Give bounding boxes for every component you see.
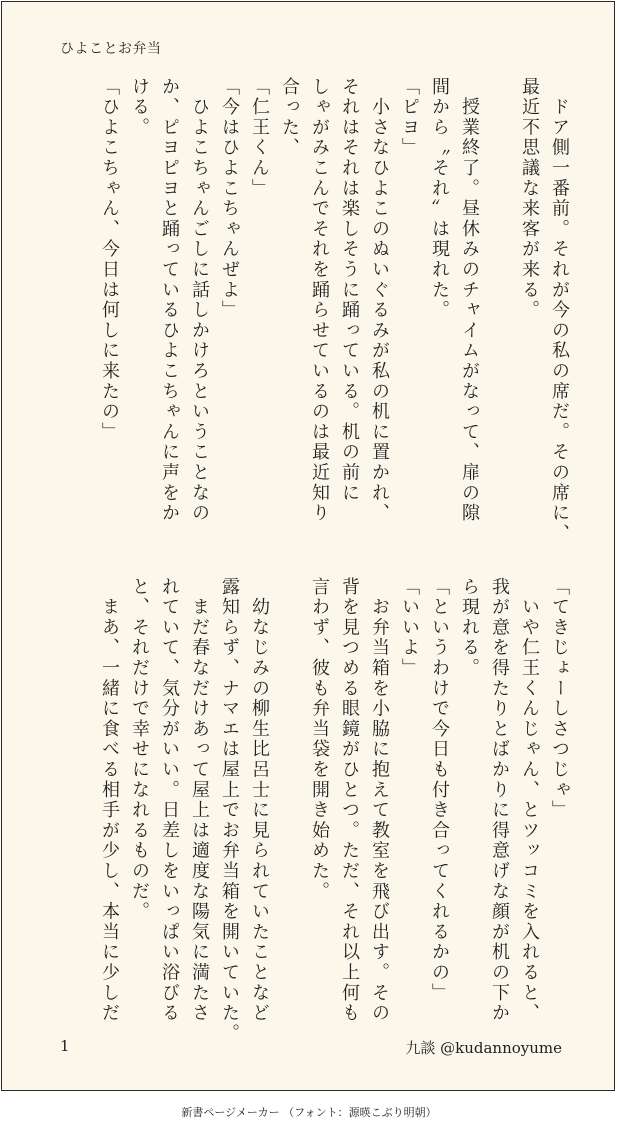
- text-line: いや仁王くんじゃん、とツッコミを入れると、: [519, 577, 540, 1024]
- tool-credit: 新書ページメーカー （フォント：源暎こぶり明朝）: [181, 1106, 437, 1119]
- text-line: まあ、一緒に食べる相手が少し、本当に少しだ: [99, 577, 120, 1024]
- text-line: か、ピヨピヨと踊っているひよこちゃんに声をか: [159, 77, 180, 524]
- text-line: [274, 577, 304, 1007]
- text-line: ひよこちゃんごしに話しかけろということなの: [189, 77, 210, 524]
- text-line: 合った、: [279, 77, 300, 159]
- text-line: それはそれは楽しそうに踊っている。机の前に: [339, 77, 360, 504]
- text-line: 小さなひよこのぬいぐるみが私の机に置かれ、: [369, 77, 390, 524]
- text-line: れていて、気分がいい。日差しをいっぱい浴びる: [159, 577, 180, 1024]
- text-line: 我が意を得たりとばかりに得意げな顔が机の下か: [489, 577, 510, 1024]
- text-line: 最近不思議な来客が来る。: [519, 77, 540, 321]
- text-line: ら現れる。: [459, 577, 480, 679]
- text-line: まだ春なだけあって屋上は適度な陽気に満たさ: [189, 577, 210, 1024]
- text-line: 露知らず、ナマエは屋上でお弁当箱を開いていた。: [219, 577, 240, 1044]
- text-line: 「というわけで今日も付き合ってくれるかの」: [429, 577, 450, 1004]
- text-line: ドア側一番前。それが今の私の席だ。その席に、: [549, 77, 570, 544]
- text-line: [484, 77, 514, 547]
- text-line: 「いいよ」: [399, 577, 420, 679]
- author-credit: 九談 @kudannoyume: [405, 1039, 562, 1057]
- page-header-title: ひよことお弁当: [60, 41, 162, 57]
- text-line: 「ひよこちゃん、今日は何しに来たの」: [99, 77, 120, 443]
- text-line: 授業終了。昼休みのチャイムがなって、扉の隙: [459, 77, 480, 524]
- text-line: 幼なじみの柳生比呂士に見られていたことなど: [249, 577, 270, 1024]
- top-text-block: [94, 77, 574, 547]
- bottom-text-block: [94, 577, 574, 1044]
- text-line: 「仁王くん」: [249, 77, 270, 199]
- text-line: 言わず、彼も弁当袋を開き始めた。: [309, 577, 330, 902]
- text-line: 背を見つめる眼鏡がひとつ。ただ、それ以上何も: [339, 577, 360, 1024]
- text-line: 「てきじょーしさつじゃ」: [549, 577, 570, 821]
- text-line: お弁当箱を小脇に抱えて教室を飛び出す。その: [369, 577, 390, 1024]
- text-line: 間から〝それ〟は現れた。: [429, 77, 450, 321]
- text-line: 「ピヨ」: [399, 77, 420, 159]
- text-line: しゃがみこんでそれを踊らせているのは最近知り: [309, 77, 330, 524]
- text-line: 「今はひよこちゃんぜよ」: [219, 77, 240, 321]
- text-line: と、それだけで幸せになれるものだ。: [129, 577, 150, 923]
- book-page: [1, 1, 615, 1091]
- text-line: ける。: [129, 77, 150, 138]
- page-number: 1: [60, 1037, 70, 1055]
